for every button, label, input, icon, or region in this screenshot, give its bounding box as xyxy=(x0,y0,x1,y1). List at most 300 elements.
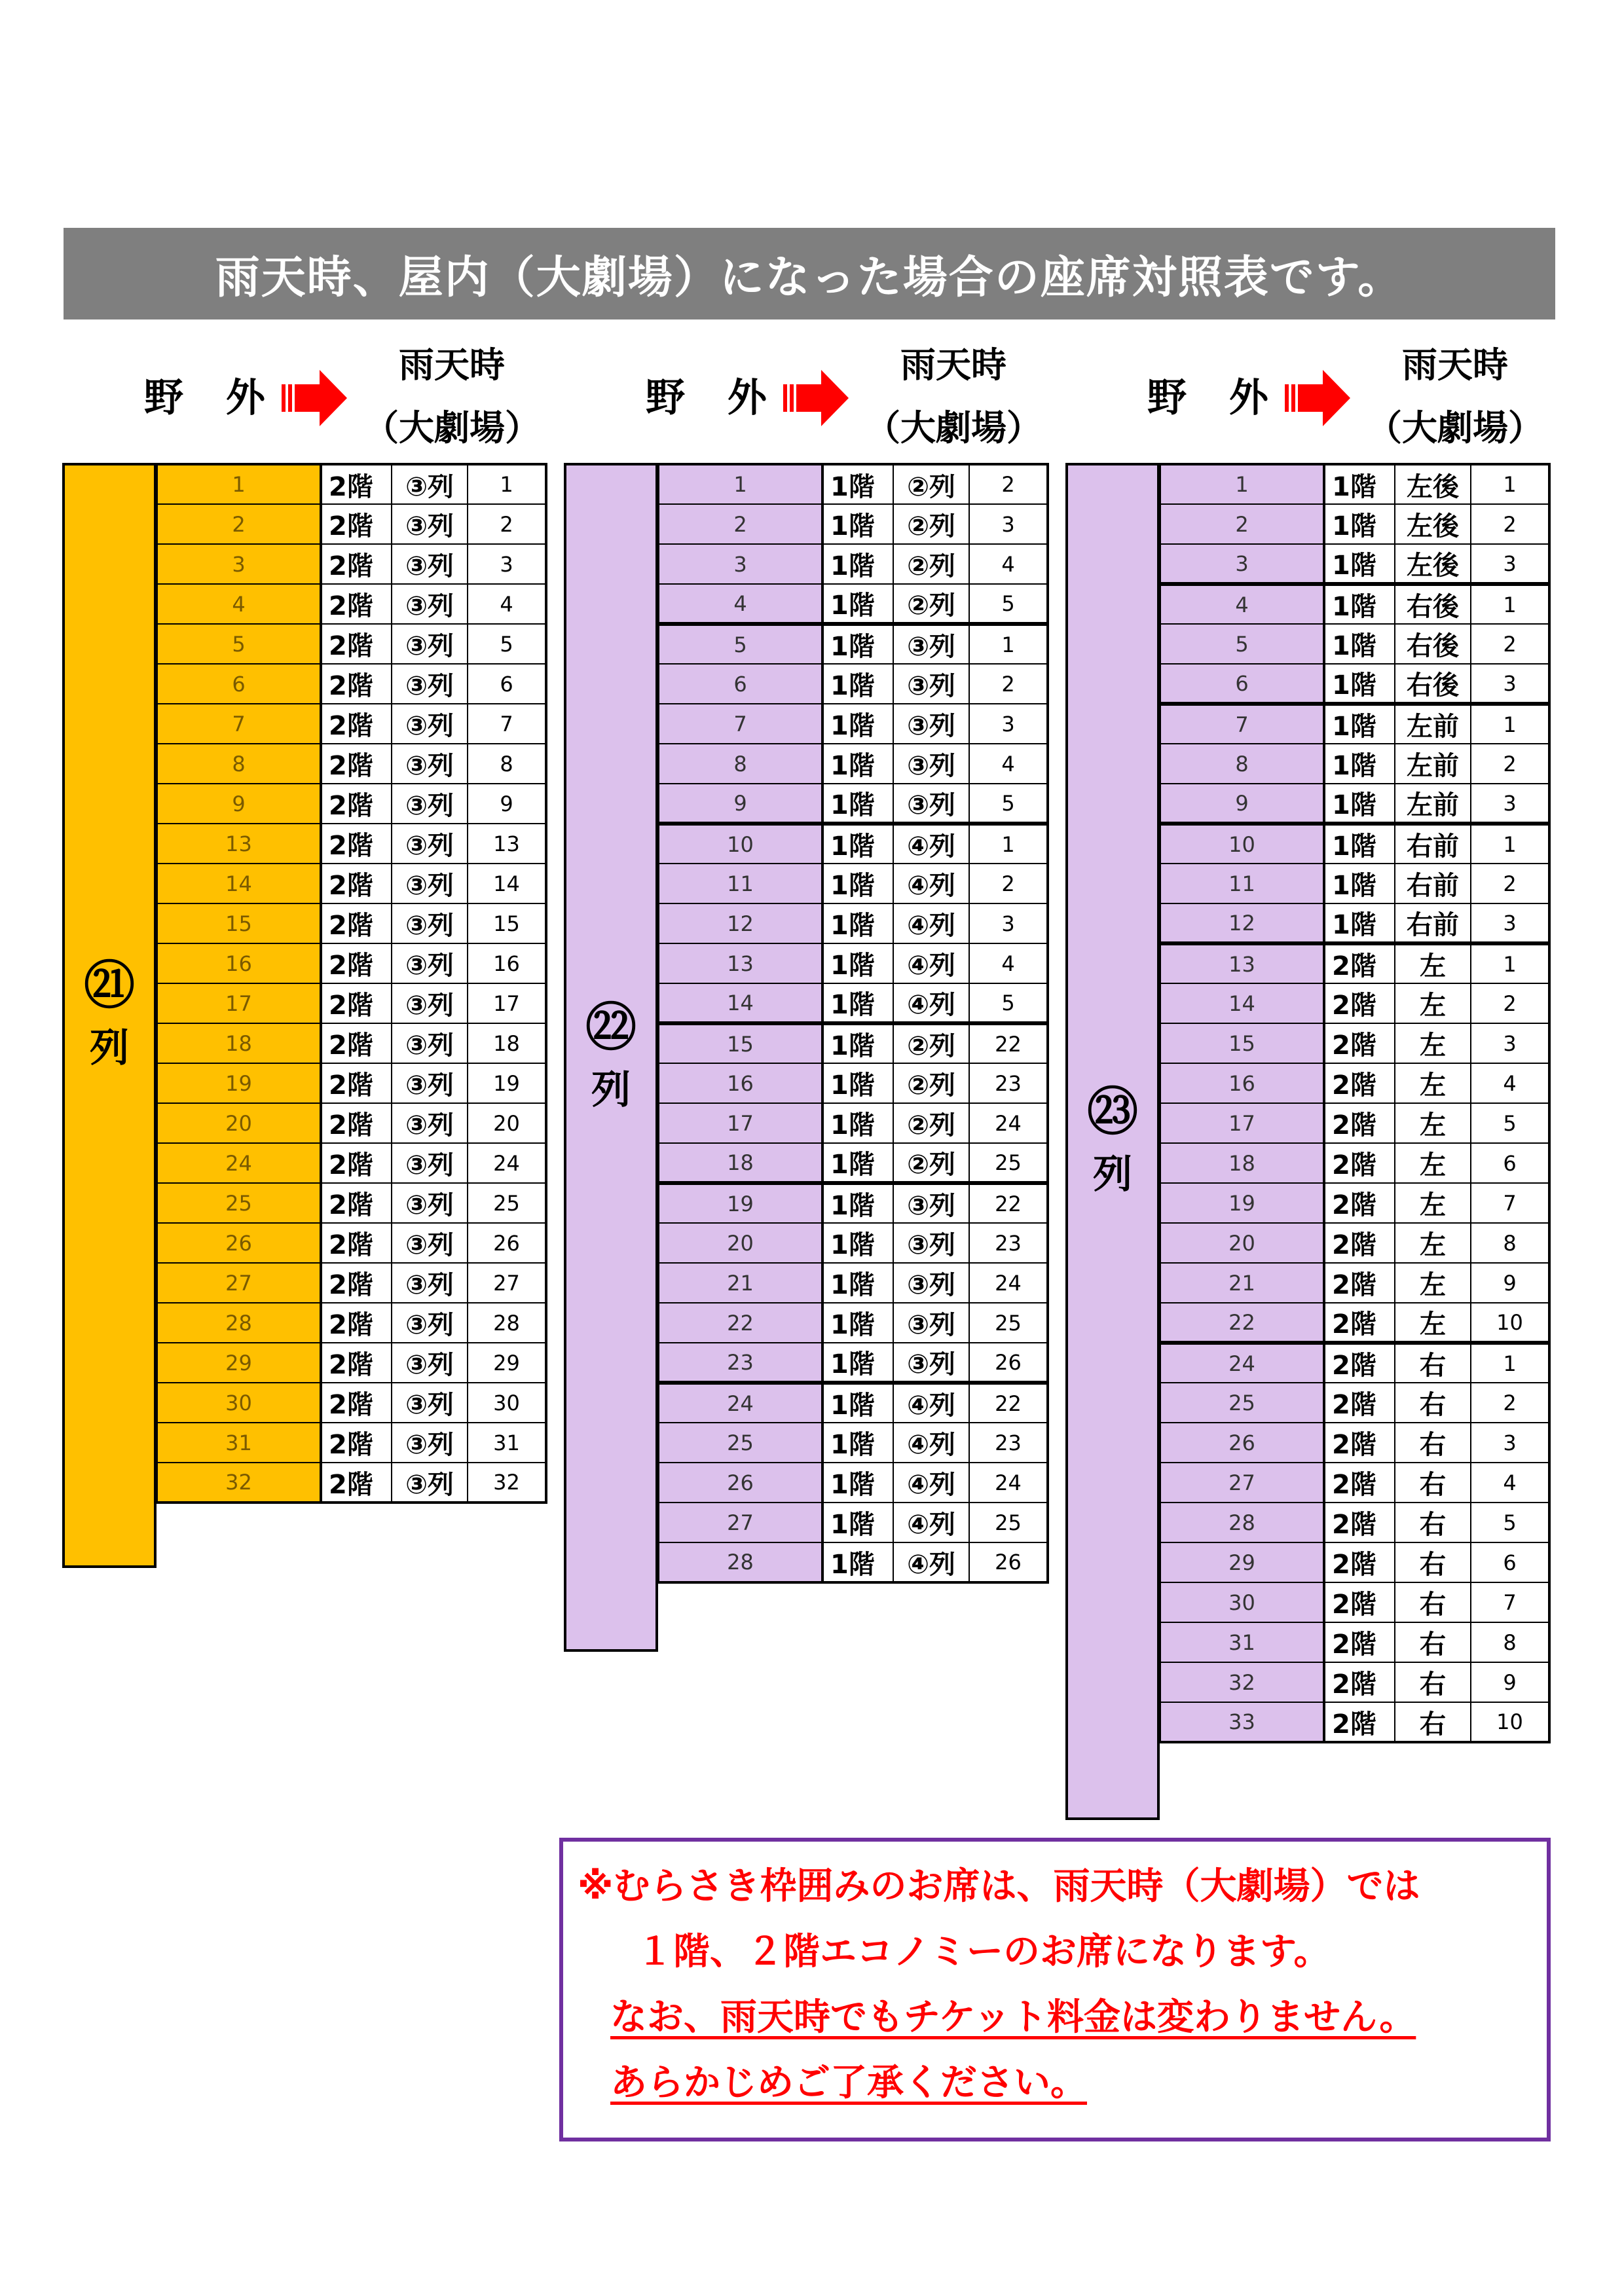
table-row xyxy=(157,1023,546,1063)
theater-row-cell: ③列 xyxy=(893,1303,969,1343)
theater-seat-cell: 5 xyxy=(468,624,546,664)
theater-seat-cell: 2 xyxy=(969,864,1048,903)
table-row xyxy=(1160,744,1549,784)
floor-cell: 2階 xyxy=(321,864,392,903)
outdoor-seat-cell: 25 xyxy=(1160,1383,1324,1423)
outdoor-seat-cell: 11 xyxy=(659,864,822,903)
theater-row-cell: 左 xyxy=(1395,1183,1471,1223)
floor-cell: 1階 xyxy=(822,624,893,664)
table-row xyxy=(659,1383,1048,1423)
outdoor-seat-cell: 29 xyxy=(1160,1542,1324,1582)
theater-seat-cell: 6 xyxy=(1471,1542,1549,1582)
outdoor-seat-cell: 7 xyxy=(659,704,822,744)
theater-row-cell: 右後 xyxy=(1395,664,1471,704)
theater-seat-cell: 1 xyxy=(969,624,1048,664)
theater-seat-cell: 4 xyxy=(1471,1463,1549,1503)
table-row xyxy=(659,1423,1048,1463)
table-row xyxy=(659,943,1048,983)
theater-row-cell: ③列 xyxy=(392,624,468,664)
outdoor-seat-cell: 2 xyxy=(157,504,321,544)
theater-seat-cell: 2 xyxy=(969,664,1048,704)
outdoor-seat-cell: 6 xyxy=(157,664,321,704)
table-row xyxy=(157,1463,546,1503)
table-row xyxy=(157,784,546,824)
table-row xyxy=(1160,864,1549,903)
theater-row-cell: ③列 xyxy=(392,1223,468,1263)
floor-cell: 1階 xyxy=(1324,784,1395,824)
floor-cell: 2階 xyxy=(321,1143,392,1183)
outdoor-seat-cell: 19 xyxy=(157,1063,321,1103)
theater-seat-cell: 4 xyxy=(969,544,1048,584)
table-row xyxy=(157,1223,546,1263)
theater-seat-cell: 1 xyxy=(1471,464,1549,504)
outdoor-seat-cell: 2 xyxy=(1160,504,1324,544)
table-row xyxy=(659,1103,1048,1143)
floor-cell: 2階 xyxy=(321,1303,392,1343)
outdoor-seat-cell: 3 xyxy=(659,544,822,584)
floor-cell: 1階 xyxy=(822,983,893,1023)
theater-seat-cell: 23 xyxy=(969,1063,1048,1103)
theater-row-cell: ②列 xyxy=(893,1143,969,1183)
theater-row-cell: ②列 xyxy=(893,1023,969,1063)
floor-cell: 2階 xyxy=(321,1063,392,1103)
table-row xyxy=(157,1383,546,1423)
floor-cell: 2階 xyxy=(321,1023,392,1063)
theater-row-cell: 右 xyxy=(1395,1383,1471,1423)
theater-row-cell: 左前 xyxy=(1395,704,1471,744)
outdoor-seat-cell: 14 xyxy=(1160,983,1324,1023)
floor-cell: 2階 xyxy=(321,624,392,664)
floor-cell: 1階 xyxy=(1324,704,1395,744)
theater-seat-cell: 13 xyxy=(468,824,546,864)
floor-cell: 1階 xyxy=(822,1143,893,1183)
floor-cell: 2階 xyxy=(1324,1542,1395,1582)
floor-cell: 1階 xyxy=(822,464,893,504)
outdoor-seat-cell: 4 xyxy=(659,584,822,624)
theater-seat-cell: 27 xyxy=(468,1263,546,1303)
notice-line: １階、２階エコノミーのお席になります。 xyxy=(637,1931,1331,1973)
theater-row-cell: 右 xyxy=(1395,1582,1471,1622)
table-row xyxy=(157,544,546,584)
floor-cell: 2階 xyxy=(1324,1183,1395,1223)
theater-row-cell: ③列 xyxy=(893,664,969,704)
table-row xyxy=(157,943,546,983)
floor-cell: 2階 xyxy=(1324,1423,1395,1463)
table-row xyxy=(659,1263,1048,1303)
theater-seat-cell: 3 xyxy=(1471,1423,1549,1463)
outdoor-seat-cell: 32 xyxy=(157,1463,321,1503)
outdoor-seat-cell: 28 xyxy=(659,1542,822,1582)
outdoor-seat-cell: 30 xyxy=(157,1383,321,1423)
theater-seat-cell: 24 xyxy=(969,1103,1048,1143)
theater-seat-cell: 2 xyxy=(1471,744,1549,784)
outdoor-seat-cell: 27 xyxy=(1160,1463,1324,1503)
theater-seat-cell: 3 xyxy=(1471,664,1549,704)
floor-cell: 1階 xyxy=(822,864,893,903)
floor-cell: 1階 xyxy=(1324,624,1395,664)
floor-cell: 1階 xyxy=(822,1542,893,1582)
theater-seat-cell: 5 xyxy=(969,584,1048,624)
floor-cell: 1階 xyxy=(822,1343,893,1383)
table-row xyxy=(157,744,546,784)
theater-seat-cell: 1 xyxy=(468,464,546,504)
outdoor-seat-cell: 20 xyxy=(1160,1223,1324,1263)
floor-cell: 2階 xyxy=(1324,1662,1395,1702)
floor-cell: 1階 xyxy=(822,1183,893,1223)
outdoor-seat-cell: 9 xyxy=(157,784,321,824)
theater-seat-cell: 3 xyxy=(969,903,1048,943)
theater-row-cell: 左 xyxy=(1395,943,1471,983)
theater-row-cell: ③列 xyxy=(392,1423,468,1463)
theater-seat-cell: 3 xyxy=(969,704,1048,744)
table-row xyxy=(157,704,546,744)
floor-cell: 2階 xyxy=(1324,1263,1395,1303)
theater-seat-cell: 7 xyxy=(1471,1183,1549,1223)
theater-seat-cell: 2 xyxy=(1471,624,1549,664)
theater-row-cell: ③列 xyxy=(893,1223,969,1263)
theater-seat-cell: 25 xyxy=(969,1143,1048,1183)
theater-row-cell: ④列 xyxy=(893,903,969,943)
outdoor-seat-cell: 9 xyxy=(1160,784,1324,824)
theater-row-cell: 右 xyxy=(1395,1622,1471,1662)
rain-label: 雨天時 xyxy=(900,344,1006,386)
outdoor-seat-cell: 14 xyxy=(157,864,321,903)
theater-row-cell: 左 xyxy=(1395,1143,1471,1183)
right-arrow-icon xyxy=(1285,369,1350,428)
theater-seat-cell: 22 xyxy=(969,1023,1048,1063)
theater-row-cell: ③列 xyxy=(392,1463,468,1503)
outdoor-seat-cell: 14 xyxy=(659,983,822,1023)
table-row xyxy=(157,1263,546,1303)
theater-row-cell: ③列 xyxy=(392,1303,468,1343)
outdoor-seat-cell: 24 xyxy=(157,1143,321,1183)
table-row xyxy=(1160,1343,1549,1383)
table-row xyxy=(1160,1063,1549,1103)
theater-row-cell: 左 xyxy=(1395,1103,1471,1143)
outdoor-seat-cell: 18 xyxy=(1160,1143,1324,1183)
theater-seat-cell: 8 xyxy=(1471,1622,1549,1662)
theater-row-cell: ④列 xyxy=(893,1503,969,1542)
floor-cell: 2階 xyxy=(1324,1343,1395,1383)
floor-cell: 1階 xyxy=(822,1023,893,1063)
theater-row-cell: ②列 xyxy=(893,1103,969,1143)
outdoor-seat-cell: 33 xyxy=(1160,1702,1324,1742)
table-row xyxy=(1160,1263,1549,1303)
theater-seat-cell: 5 xyxy=(1471,1503,1549,1542)
theater-row-cell: ④列 xyxy=(893,943,969,983)
floor-cell: 2階 xyxy=(321,704,392,744)
theater-seat-cell: 3 xyxy=(1471,1023,1549,1063)
table-row xyxy=(659,624,1048,664)
theater-seat-cell: 2 xyxy=(1471,504,1549,544)
theater-seat-cell: 1 xyxy=(1471,943,1549,983)
floor-cell: 1階 xyxy=(1324,584,1395,624)
theater-row-cell: 左 xyxy=(1395,983,1471,1023)
theater-seat-cell: 4 xyxy=(468,584,546,624)
table-row xyxy=(157,664,546,704)
theater-row-cell: 右 xyxy=(1395,1542,1471,1582)
theater-row-cell: ③列 xyxy=(392,584,468,624)
theater-seat-cell: 9 xyxy=(1471,1263,1549,1303)
theater-row-cell: ③列 xyxy=(893,1263,969,1303)
outdoor-seat-cell: 10 xyxy=(1160,824,1324,864)
floor-cell: 2階 xyxy=(321,1423,392,1463)
floor-cell: 2階 xyxy=(321,1183,392,1223)
theater-seat-cell: 2 xyxy=(1471,983,1549,1023)
theater-seat-cell: 9 xyxy=(1471,1662,1549,1702)
theater-row-cell: ②列 xyxy=(893,584,969,624)
outdoor-seat-cell: 20 xyxy=(157,1103,321,1143)
floor-cell: 1階 xyxy=(1324,544,1395,584)
table-row xyxy=(659,983,1048,1023)
theater-seat-cell: 24 xyxy=(969,1463,1048,1503)
outdoor-label: 野 外 xyxy=(144,375,280,421)
theater-seat-cell: 7 xyxy=(468,704,546,744)
floor-cell: 1階 xyxy=(1324,464,1395,504)
table-row xyxy=(659,1503,1048,1542)
rain-header xyxy=(1363,334,1547,460)
table-row xyxy=(157,1103,546,1143)
table-row xyxy=(659,903,1048,943)
seat-table-23 xyxy=(1160,463,1551,1743)
floor-cell: 2階 xyxy=(1324,1023,1395,1063)
outdoor-seat-cell: 4 xyxy=(1160,584,1324,624)
floor-cell: 2階 xyxy=(1324,983,1395,1023)
theater-row-cell: ②列 xyxy=(893,464,969,504)
table-row xyxy=(1160,1503,1549,1542)
floor-cell: 2階 xyxy=(1324,1143,1395,1183)
theater-row-cell: ③列 xyxy=(392,1383,468,1423)
theater-seat-cell: 1 xyxy=(1471,584,1549,624)
notice-box xyxy=(559,1838,1551,2141)
theater-row-cell: ④列 xyxy=(893,1383,969,1423)
theater-row-cell: 左前 xyxy=(1395,784,1471,824)
right-arrow-icon xyxy=(783,369,849,428)
theater-row-cell: 左 xyxy=(1395,1303,1471,1343)
floor-cell: 2階 xyxy=(321,943,392,983)
floor-cell: 1階 xyxy=(822,1463,893,1503)
outdoor-seat-cell: 17 xyxy=(1160,1103,1324,1143)
theater-row-cell: ③列 xyxy=(893,624,969,664)
table-row xyxy=(1160,1542,1549,1582)
theater-seat-cell: 16 xyxy=(468,943,546,983)
table-row xyxy=(659,544,1048,584)
outdoor-seat-cell: 26 xyxy=(1160,1423,1324,1463)
theater-seat-cell: 3 xyxy=(1471,903,1549,943)
page-title-banner: 雨天時、屋内（大劇場）になった場合の座席対照表です。 xyxy=(64,228,1555,319)
theater-seat-cell: 32 xyxy=(468,1463,546,1503)
table-row xyxy=(659,704,1048,744)
theater-seat-cell: 26 xyxy=(969,1542,1048,1582)
floor-cell: 2階 xyxy=(1324,1702,1395,1742)
theater-row-cell: 右後 xyxy=(1395,624,1471,664)
outdoor-seat-cell: 5 xyxy=(157,624,321,664)
theater-row-cell: ③列 xyxy=(392,664,468,704)
theater-seat-cell: 3 xyxy=(1471,544,1549,584)
table-row xyxy=(157,864,546,903)
theater-row-cell: 左前 xyxy=(1395,744,1471,784)
outdoor-seat-cell: 24 xyxy=(659,1383,822,1423)
outdoor-seat-cell: 8 xyxy=(157,744,321,784)
outdoor-seat-cell: 25 xyxy=(659,1423,822,1463)
floor-cell: 2階 xyxy=(321,664,392,704)
rain-header xyxy=(360,334,544,460)
floor-cell: 1階 xyxy=(822,704,893,744)
outdoor-seat-cell: 31 xyxy=(1160,1622,1324,1662)
outdoor-seat-cell: 15 xyxy=(157,903,321,943)
outdoor-seat-cell: 5 xyxy=(1160,624,1324,664)
floor-cell: 2階 xyxy=(321,983,392,1023)
outdoor-seat-cell: 30 xyxy=(1160,1582,1324,1622)
table-row xyxy=(659,664,1048,704)
outdoor-seat-cell: 17 xyxy=(157,983,321,1023)
floor-cell: 2階 xyxy=(321,1343,392,1383)
floor-cell: 1階 xyxy=(822,1383,893,1423)
floor-cell: 2階 xyxy=(1324,1303,1395,1343)
theater-seat-cell: 6 xyxy=(468,664,546,704)
table-row xyxy=(659,1143,1048,1183)
theater-row-cell: 右 xyxy=(1395,1463,1471,1503)
floor-cell: 1階 xyxy=(822,943,893,983)
theater-seat-cell: 25 xyxy=(969,1503,1048,1542)
theater-seat-cell: 18 xyxy=(468,1023,546,1063)
right-arrow-icon xyxy=(282,369,347,428)
theater-row-cell: ③列 xyxy=(392,744,468,784)
table-row xyxy=(659,584,1048,624)
theater-seat-cell: 23 xyxy=(969,1423,1048,1463)
theater-row-cell: ③列 xyxy=(893,1183,969,1223)
table-row xyxy=(1160,1702,1549,1742)
theater-seat-cell: 4 xyxy=(1471,1063,1549,1103)
theater-row-cell: ③列 xyxy=(392,544,468,584)
theater-row-cell: ③列 xyxy=(392,1063,468,1103)
table-row xyxy=(659,1183,1048,1223)
theater-row-cell: 右 xyxy=(1395,1423,1471,1463)
theater-row-cell: ③列 xyxy=(392,704,468,744)
theater-row-cell: ④列 xyxy=(893,1463,969,1503)
outdoor-seat-cell: 29 xyxy=(157,1343,321,1383)
table-row xyxy=(1160,1582,1549,1622)
theater-seat-cell: 26 xyxy=(468,1223,546,1263)
outdoor-seat-cell: 8 xyxy=(1160,744,1324,784)
outdoor-seat-cell: 13 xyxy=(1160,943,1324,983)
theater-row-cell: ③列 xyxy=(392,943,468,983)
theater-seat-cell: 7 xyxy=(1471,1582,1549,1622)
theater-seat-cell: 5 xyxy=(969,784,1048,824)
floor-cell: 2階 xyxy=(321,464,392,504)
outdoor-seat-cell: 27 xyxy=(157,1263,321,1303)
floor-cell: 1階 xyxy=(822,903,893,943)
theater-seat-cell: 3 xyxy=(1471,784,1549,824)
table-row xyxy=(659,1463,1048,1503)
table-row xyxy=(659,744,1048,784)
outdoor-seat-cell: 10 xyxy=(659,824,822,864)
theater-seat-cell: 14 xyxy=(468,864,546,903)
theater-label: （大劇場） xyxy=(865,407,1042,448)
outdoor-seat-cell: 11 xyxy=(1160,864,1324,903)
table-row xyxy=(157,983,546,1023)
notice-line: ※むらさき枠囲みのお席は、雨天時（大劇場）では xyxy=(578,1865,1420,1908)
floor-cell: 2階 xyxy=(321,504,392,544)
table-row xyxy=(1160,544,1549,584)
theater-row-cell: 右前 xyxy=(1395,903,1471,943)
theater-row-cell: 左後 xyxy=(1395,464,1471,504)
outdoor-seat-cell: 12 xyxy=(1160,903,1324,943)
outdoor-seat-cell: 3 xyxy=(157,544,321,584)
table-row xyxy=(157,1303,546,1343)
theater-row-cell: ②列 xyxy=(893,544,969,584)
outdoor-seat-cell: 6 xyxy=(1160,664,1324,704)
theater-row-cell: 左 xyxy=(1395,1063,1471,1103)
theater-row-cell: ③列 xyxy=(893,704,969,744)
outdoor-seat-cell: 19 xyxy=(1160,1183,1324,1223)
floor-cell: 1階 xyxy=(822,504,893,544)
floor-cell: 1階 xyxy=(1324,824,1395,864)
table-row xyxy=(659,1303,1048,1343)
theater-row-cell: ③列 xyxy=(392,1263,468,1303)
floor-cell: 2階 xyxy=(321,544,392,584)
floor-cell: 1階 xyxy=(1324,504,1395,544)
floor-cell: 1階 xyxy=(1324,664,1395,704)
table-row xyxy=(1160,1383,1549,1423)
outdoor-seat-cell: 15 xyxy=(1160,1023,1324,1063)
floor-cell: 1階 xyxy=(822,1103,893,1143)
row-number: ㉓ xyxy=(1086,1082,1138,1142)
theater-row-cell: ③列 xyxy=(392,824,468,864)
outdoor-seat-cell: 3 xyxy=(1160,544,1324,584)
outdoor-seat-cell: 16 xyxy=(157,943,321,983)
outdoor-seat-cell: 13 xyxy=(659,943,822,983)
outdoor-label: 野 外 xyxy=(1147,375,1283,421)
floor-cell: 1階 xyxy=(1324,744,1395,784)
theater-seat-cell: 25 xyxy=(468,1183,546,1223)
floor-cell: 2階 xyxy=(1324,1383,1395,1423)
theater-row-cell: ③列 xyxy=(392,1183,468,1223)
outdoor-label: 野 外 xyxy=(646,375,781,421)
table-row xyxy=(157,504,546,544)
outdoor-seat-cell: 23 xyxy=(659,1343,822,1383)
row-number: ㉒ xyxy=(585,998,637,1057)
theater-seat-cell: 4 xyxy=(969,943,1048,983)
theater-seat-cell: 22 xyxy=(969,1183,1048,1223)
table-row xyxy=(659,464,1048,504)
theater-seat-cell: 1 xyxy=(1471,704,1549,744)
outdoor-seat-cell: 22 xyxy=(1160,1303,1324,1343)
row-suffix: 列 xyxy=(1093,1151,1132,1197)
outdoor-seat-cell: 28 xyxy=(157,1303,321,1343)
table-row xyxy=(157,903,546,943)
floor-cell: 1階 xyxy=(822,784,893,824)
floor-cell: 2階 xyxy=(321,903,392,943)
floor-cell: 1階 xyxy=(822,1303,893,1343)
table-row xyxy=(659,504,1048,544)
floor-cell: 2階 xyxy=(1324,1063,1395,1103)
table-row xyxy=(659,1023,1048,1063)
notice-line: なお、雨天時でもチケット料金は変わりません。 xyxy=(610,1996,1416,2039)
outdoor-seat-cell: 21 xyxy=(659,1263,822,1303)
table-row xyxy=(1160,784,1549,824)
outdoor-seat-cell: 8 xyxy=(659,744,822,784)
table-row xyxy=(1160,1303,1549,1343)
theater-seat-cell: 3 xyxy=(969,504,1048,544)
outdoor-seat-cell: 18 xyxy=(659,1143,822,1183)
notice-line: あらかじめご了承ください。 xyxy=(610,2062,1087,2104)
theater-row-cell: 右 xyxy=(1395,1662,1471,1702)
table-row xyxy=(1160,903,1549,943)
table-row xyxy=(1160,824,1549,864)
outdoor-seat-cell: 5 xyxy=(659,624,822,664)
outdoor-seat-cell: 7 xyxy=(157,704,321,744)
